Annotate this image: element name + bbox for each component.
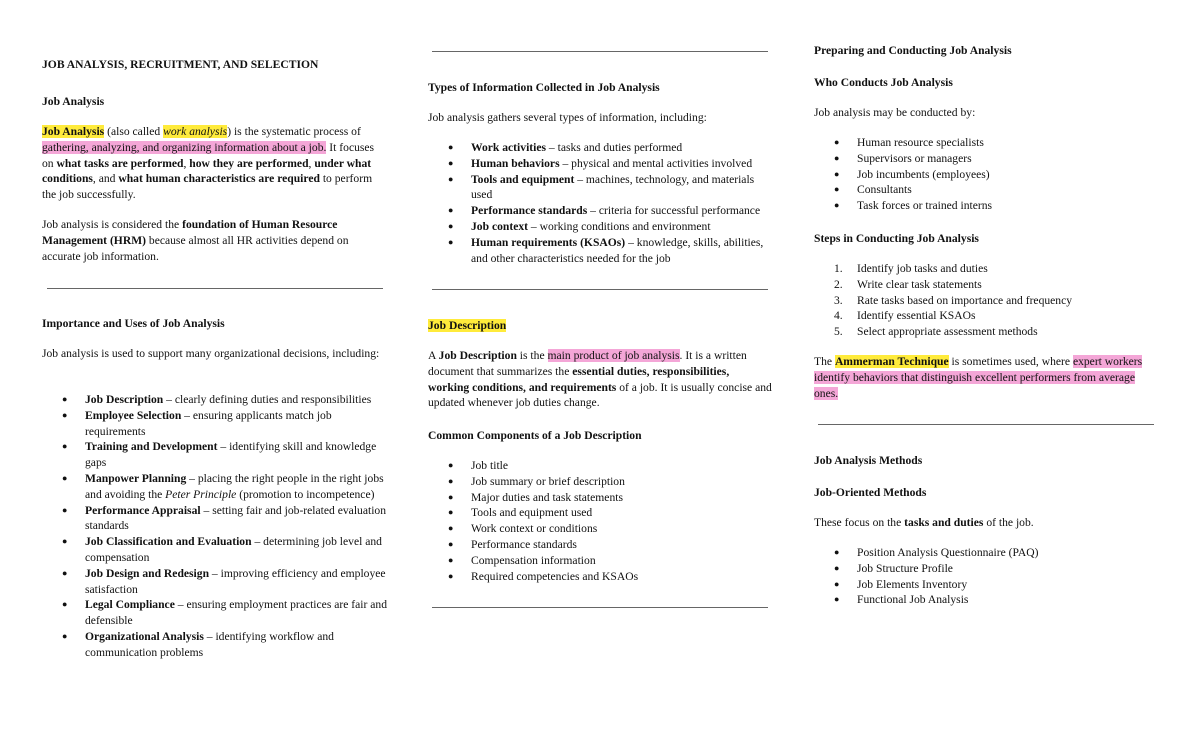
- bullet-icon: ●: [834, 168, 840, 179]
- list-item: ● Performance Appraisal – setting fair and job-related evaluation standards: [62, 503, 387, 533]
- divider: [47, 288, 383, 289]
- divider: [432, 51, 768, 52]
- who-heading: Who Conducts Job Analysis: [814, 76, 953, 89]
- bullet-icon: ●: [448, 491, 454, 502]
- list-item: ● Job context – working conditions and environment: [448, 219, 711, 233]
- bullet-icon: ●: [448, 554, 454, 565]
- document-title: JOB ANALYSIS, RECRUITMENT, AND SELECTION: [42, 58, 319, 71]
- bullet-icon: ●: [62, 504, 68, 515]
- list-item: ● Job Design and Redesign – improving efficiency and employee satisfaction: [62, 566, 386, 596]
- list-item: 4. Identify essential KSAOs: [834, 309, 976, 323]
- bullet-icon: ●: [448, 142, 454, 152]
- list-item: ● Training and Development – identifying skill and knowledge gaps: [62, 440, 377, 470]
- divider: [432, 607, 768, 608]
- expert-workers-highlight: expert workers identify behaviors that distinguish excellent performers from average ones.: [814, 355, 1143, 400]
- list-item: ● Human resource specialists: [834, 136, 984, 149]
- uses-heading: Importance and Uses of Job Analysis: [42, 317, 225, 330]
- alias-highlight: work analysis: [163, 125, 228, 138]
- uses-list: [42, 392, 387, 661]
- bullet-icon: ●: [448, 460, 454, 470]
- bullet-icon: ●: [62, 441, 68, 452]
- bullet-icon: ●: [448, 570, 454, 581]
- list-item: ● Employee Selection – ensuring applicants match job requirements: [62, 408, 332, 438]
- ammerman-highlight: Ammerman Technique: [834, 355, 949, 368]
- list-item: ● Major duties and task statements: [448, 490, 623, 504]
- list-item: ● Job incumbents (employees): [834, 167, 990, 181]
- job-oriented-intro: These focus on the tasks and duties of the job.: [814, 516, 1034, 529]
- list-item: ● Work context or conditions: [448, 522, 598, 536]
- list-item: ● Human requirements (KSAOs) – knowledge, skills, abilities, and other characteristics needed for the job: [448, 235, 764, 265]
- types-list: [428, 140, 773, 266]
- list-item: 3. Rate tasks based on importance and frequency: [834, 293, 1073, 307]
- list-item: ● Job title: [448, 459, 509, 472]
- list-item: ● Work activities – tasks and duties performed: [448, 141, 683, 154]
- divider: [818, 424, 1154, 425]
- ammerman-paragraph: The Ammerman Technique is sometimes used, where expert workers identify behaviors that distinguish excellent performers from average ones.: [814, 355, 1143, 400]
- list-item: ● Job Structure Profile: [834, 561, 953, 575]
- who-intro: Job analysis may be conducted by:: [814, 106, 976, 119]
- types-intro: Job analysis gathers several types of information, including:: [428, 111, 707, 124]
- list-item: 5. Select appropriate assessment methods: [834, 325, 1038, 339]
- list-item: ● Performance standards – criteria for successful performance: [448, 204, 761, 218]
- job-description-heading: Job Description: [428, 319, 507, 332]
- job-analysis-definition: Job Analysis (also called work analysis) is the systematic process of gathering, analyzing, and organizing information about a job. It focuses on what tasks are performed, how they are performed, under what conditions, and what human characteristics are required to perform the job successfully.: [42, 125, 375, 202]
- list-item: ● Human behaviors – physical and mental activities involved: [448, 156, 753, 170]
- bullet-icon: ●: [448, 205, 454, 216]
- steps-heading: Steps in Conducting Job Analysis: [814, 232, 979, 245]
- main-product-highlight: main product of job analysis: [547, 349, 680, 362]
- list-item: ● Job Classification and Evaluation – determining job level and compensation: [62, 535, 382, 564]
- list-item: ● Functional Job Analysis: [834, 593, 969, 607]
- list-item: ● Tools and equipment – machines, technology, and materials used: [448, 172, 755, 202]
- bullet-icon: ●: [834, 137, 840, 147]
- list-item: ● Task forces or trained interns: [834, 199, 993, 213]
- list-item: ● Required competencies and KSAOs: [448, 569, 639, 583]
- bullet-icon: ●: [62, 567, 68, 578]
- bullet-icon: ●: [834, 200, 840, 211]
- list-item: ● Job Elements Inventory: [834, 577, 968, 591]
- bullet-icon: ●: [448, 236, 454, 247]
- steps-list: [814, 261, 1159, 340]
- bullet-icon: ●: [62, 409, 68, 420]
- methods-heading: Job Analysis Methods: [814, 454, 923, 467]
- list-item: 1. Identify job tasks and duties: [834, 262, 988, 275]
- bullet-icon: ●: [448, 507, 454, 518]
- list-item: ● Job Description – clearly defining duties and responsibilities: [62, 393, 372, 406]
- bullet-icon: ●: [448, 523, 454, 534]
- bullet-icon: ●: [62, 536, 68, 547]
- components-list: [428, 458, 773, 584]
- term-highlight: Job Analysis: [42, 125, 105, 138]
- bullet-icon: ●: [834, 547, 840, 557]
- bullet-icon: ●: [448, 157, 454, 168]
- bullet-icon: ●: [62, 394, 68, 404]
- uses-intro: Job analysis is used to support many organizational decisions, including:: [42, 347, 380, 360]
- bullet-icon: ●: [62, 630, 68, 641]
- bullet-icon: ●: [448, 220, 454, 231]
- list-item: ● Legal Compliance – ensuring employment practices are fair and defensible: [62, 598, 388, 628]
- list-item: ● Tools and equipment used: [448, 506, 593, 520]
- job-analysis-heading: Job Analysis: [42, 95, 105, 108]
- list-item: ● Job summary or brief description: [448, 474, 625, 488]
- list-item: ● Manpower Planning – placing the right people in the right jobs and avoiding the Peter Principle (promotion to incompetence): [62, 471, 384, 501]
- definition-highlight: gathering, analyzing, and organizing information about a job.: [42, 140, 327, 154]
- list-item: ● Supervisors or managers: [834, 151, 972, 165]
- bullet-icon: ●: [448, 475, 454, 486]
- list-item: ● Organizational Analysis – identifying workflow and communication problems: [62, 629, 334, 659]
- methods-list: [814, 545, 1159, 608]
- components-heading: Common Components of a Job Description: [428, 429, 642, 442]
- bullet-icon: ●: [834, 152, 840, 163]
- list-item: ● Compensation information: [448, 553, 596, 567]
- bullet-icon: ●: [448, 538, 454, 549]
- bullet-icon: ●: [834, 184, 840, 195]
- who-list: [814, 135, 1159, 214]
- bullet-icon: ●: [62, 599, 68, 610]
- bullet-icon: ●: [62, 472, 68, 483]
- preparing-heading: Preparing and Conducting Job Analysis: [814, 44, 1012, 57]
- types-heading: Types of Information Collected in Job Analysis: [428, 81, 660, 94]
- bullet-icon: ●: [834, 562, 840, 573]
- job-description-paragraph: A Job Description is the main product of job analysis. It is a written document that summarizes the essential duties, responsibilities, working conditions, and requirements of a job. It is usually concise and updated whenever job duties change.: [428, 349, 772, 410]
- divider: [432, 289, 768, 290]
- list-item: ● Performance standards: [448, 537, 577, 551]
- bullet-icon: ●: [834, 578, 840, 589]
- list-item: ● Position Analysis Questionnaire (PAQ): [834, 546, 1039, 559]
- foundation-paragraph: Job analysis is considered the foundation of Human Resource Management (HRM) because almost all HR activities depend on accurate job information.: [42, 218, 349, 263]
- list-item: 2. Write clear task statements: [834, 277, 982, 291]
- job-oriented-heading: Job-Oriented Methods: [814, 486, 927, 499]
- bullet-icon: ●: [448, 173, 454, 184]
- bullet-icon: ●: [834, 594, 840, 605]
- list-item: ● Consultants: [834, 183, 912, 197]
